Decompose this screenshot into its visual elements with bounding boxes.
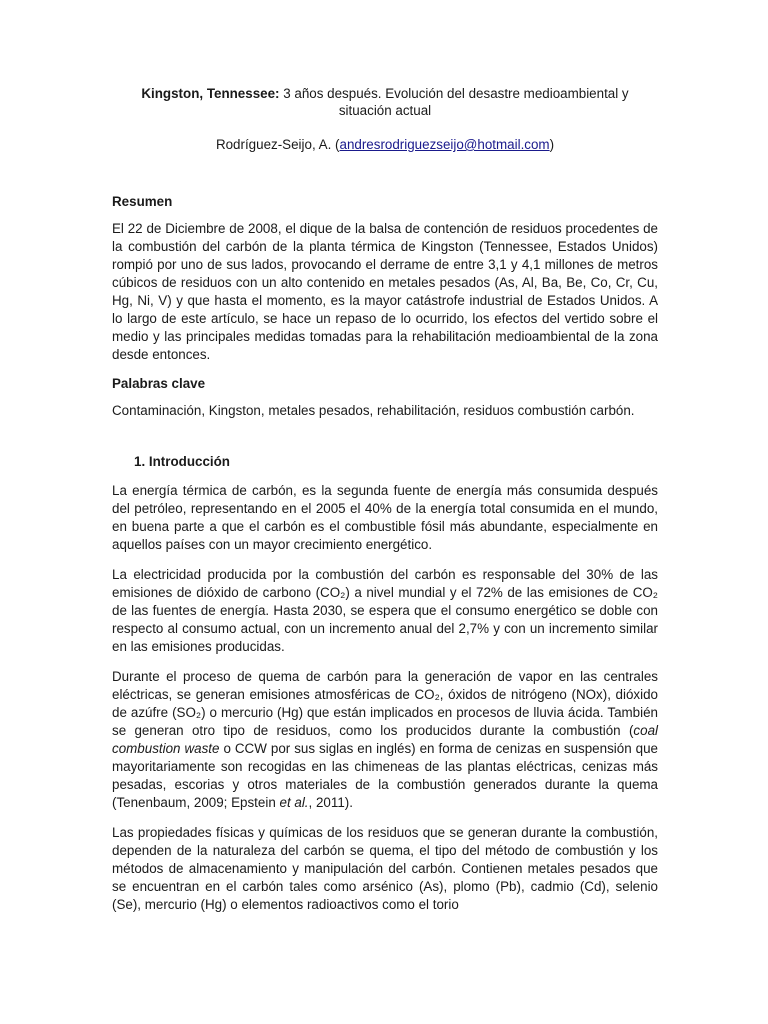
resumen-paragraph: El 22 de Diciembre de 2008, el dique de la balsa de contención de residuos procedentes de la combustión del carbón de la planta térmica de Kingston (Tennessee, Estados Unidos) rompió por uno de sus lados, provocando el derrame de entre 3,1 y 4,1 millones de metros cúbicos de residuos con un alto contenido en metales pesados (As, Al, Ba, Be, Co, Cr, Cu, Hg, Ni, V) y que hasta el momento, es la mayor catástrofe industrial de Estados Unidos. A lo largo de este artículo, se hace un repaso de lo ocurrido, los efectos del vertido sobre el medio y las principales medidas tomadas para la rehabilitación medioambiental de la zona desde entonces. [112, 221, 658, 362]
author-email-link[interactable]: andresrodriguezseijo@hotmail.com [339, 137, 550, 152]
document-page [112, 0, 658, 914]
author-name: Rodríguez-Seijo, A. ( [215, 137, 340, 152]
intro-p3-italic-term: coal combustion waste [112, 723, 658, 756]
title-location: Kingston, Tennessee: [141, 86, 280, 101]
intro-paragraph-3 [112, 668, 658, 812]
resumen-heading: Resumen [112, 194, 173, 209]
title-text: 3 años después. Evolución del desastre medioambiental y [279, 86, 629, 101]
author-close: ) [549, 137, 555, 152]
title-text-line2: situación actual [338, 103, 432, 118]
intro-paragraph-1: La energía térmica de carbón, es la segunda fuente de energía más consumida después del petróleo, representando en el 2005 el 40% de la energía total consumida en el mundo, en buena parte a que el carbón es el combustible fósil más abundante, especialmente en aquellos países con un mayor crecimiento energético. [112, 483, 658, 552]
intro-p3-etal: et al. [279, 795, 309, 810]
palabras-clave-paragraph: Contaminación, Kingston, metales pesados, rehabilitación, residuos combustión carbón. [112, 403, 635, 418]
intro-p3-part1: Durante el proceso de quema de carbón para la generación de vapor en las centrales eléctricas, se generan emisiones atmosféricas de CO₂, óxidos de nitrógeno (NOx), dióxido de azúfre (SO₂) o mercurio (Hg) que están implicados en procesos de lluvia ácida. También se generan otro tipo de residuos, como los producidos durante la combustión ( [112, 669, 658, 738]
intro-paragraph-2: La electricidad producida por la combustión del carbón es responsable del 30% de las emisiones de dióxido de carbono (CO₂) a nivel mundial y el 72% de las emisiones de CO₂ de las fuentes de energía. Hasta 2030, se espera que el consumo energético se doble con respecto al consumo actual, con un incremento anual del 2,7% y con un incremento similar en las emisiones producidas. [112, 567, 658, 654]
author-line [112, 136, 658, 153]
introduccion-heading: 1. Introducción [134, 454, 230, 469]
intro-p3-part3: , 2011). [308, 795, 353, 810]
document-title [112, 85, 658, 119]
intro-paragraph-4: Las propiedades físicas y químicas de los residuos que se generan durante la combustión, dependen de la naturaleza del carbón se quema, el tipo del método de combustión y los métodos de almacenamiento y manipulación del carbón. Contienen metales pesados que se encuentran en el carbón tales como arsénico (As), plomo (Pb), cadmio (Cd), selenio (Se), mercurio (Hg) o elementos radioactivos como el torio [112, 825, 658, 912]
intro-p3-part2: o CCW por sus siglas en inglés) en forma de cenizas en suspensión que mayoritariamente son recogidas en las chimeneas de las plantas eléctricas, cenizas más pesadas, escorias y otros materiales de la combustión generados durante la quema (Tenenbaum, 2009; Epstein [112, 741, 658, 810]
palabras-clave-heading: Palabras clave [112, 376, 206, 391]
